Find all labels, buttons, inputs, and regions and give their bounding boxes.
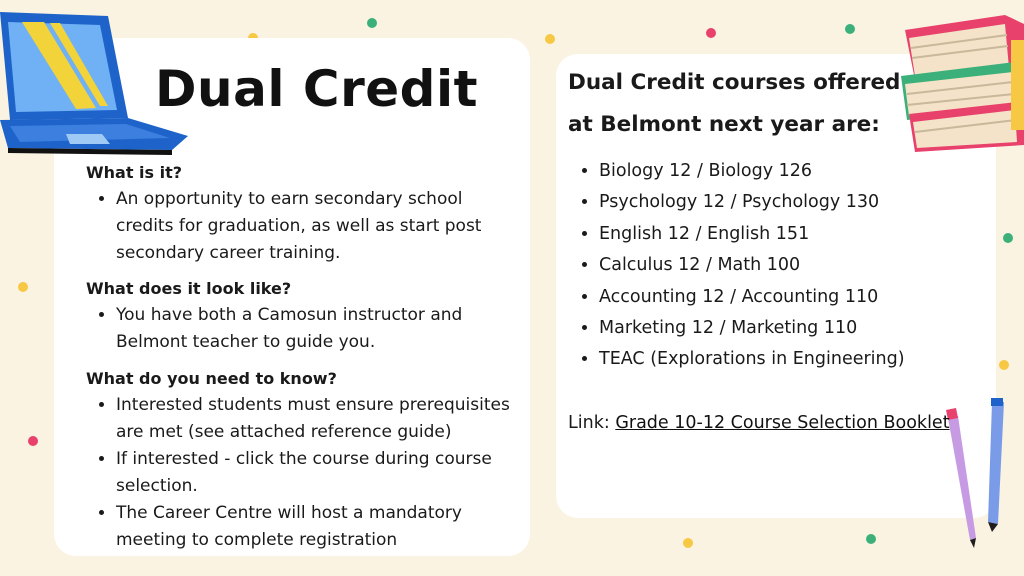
bullet-list <box>86 186 516 267</box>
confetti-dot <box>367 18 377 28</box>
course-item: • Accounting 12 / Accounting 110 <box>599 282 1019 313</box>
link-prefix: Link: <box>568 413 610 433</box>
course-item: • Calculus 12 / Math 100 <box>599 250 1019 281</box>
confetti-dot <box>845 24 855 34</box>
course-item: • TEAC (Explorations in Engineering) <box>599 344 1019 375</box>
confetti-dot <box>706 28 716 38</box>
list-item: • The Career Centre will host a mandatory meeting to complete registration <box>116 500 516 554</box>
page-title: Dual Credit <box>155 60 478 118</box>
confetti-dot <box>28 436 38 446</box>
courses-heading-line-2: at Belmont next year are: <box>568 112 880 137</box>
section-what-does-it-look-like <box>86 276 516 356</box>
course-selection-booklet-link[interactable]: Grade 10-12 Course Selection Booklet <box>615 413 950 433</box>
course-item: • English 12 / English 151 <box>599 219 1019 250</box>
course-item: • Marketing 12 / Marketing 110 <box>599 313 1019 344</box>
section-what-do-you-need-to-know <box>86 366 516 554</box>
confetti-dot <box>18 282 28 292</box>
course-item: • Biology 12 / Biology 126 <box>599 156 1019 187</box>
bullet-list <box>86 302 516 356</box>
list-item: • If interested - click the course during course selection. <box>116 446 516 500</box>
section-question: What is it? <box>86 163 183 182</box>
list-item: • Interested students must ensure prerequisites are met (see attached reference guide) <box>116 392 516 446</box>
confetti-dot <box>866 534 876 544</box>
list-item: • An opportunity to earn secondary school credits for graduation, as well as start post secondary career training. <box>116 186 516 267</box>
link-line <box>568 410 950 436</box>
bullet-list <box>86 392 516 554</box>
course-list <box>569 156 1019 376</box>
confetti-dot <box>545 34 555 44</box>
courses-heading-line-1: Dual Credit courses offered <box>568 70 901 95</box>
courses-heading <box>568 62 978 146</box>
list-item: • You have both a Camosun instructor and Belmont teacher to guide you. <box>116 302 516 356</box>
confetti-dot <box>683 538 693 548</box>
course-item: • Psychology 12 / Psychology 130 <box>599 187 1019 218</box>
pens-icon <box>942 398 1012 548</box>
section-question: What does it look like? <box>86 279 292 298</box>
section-question: What do you need to know? <box>86 369 337 388</box>
section-what-is-it <box>86 160 516 267</box>
